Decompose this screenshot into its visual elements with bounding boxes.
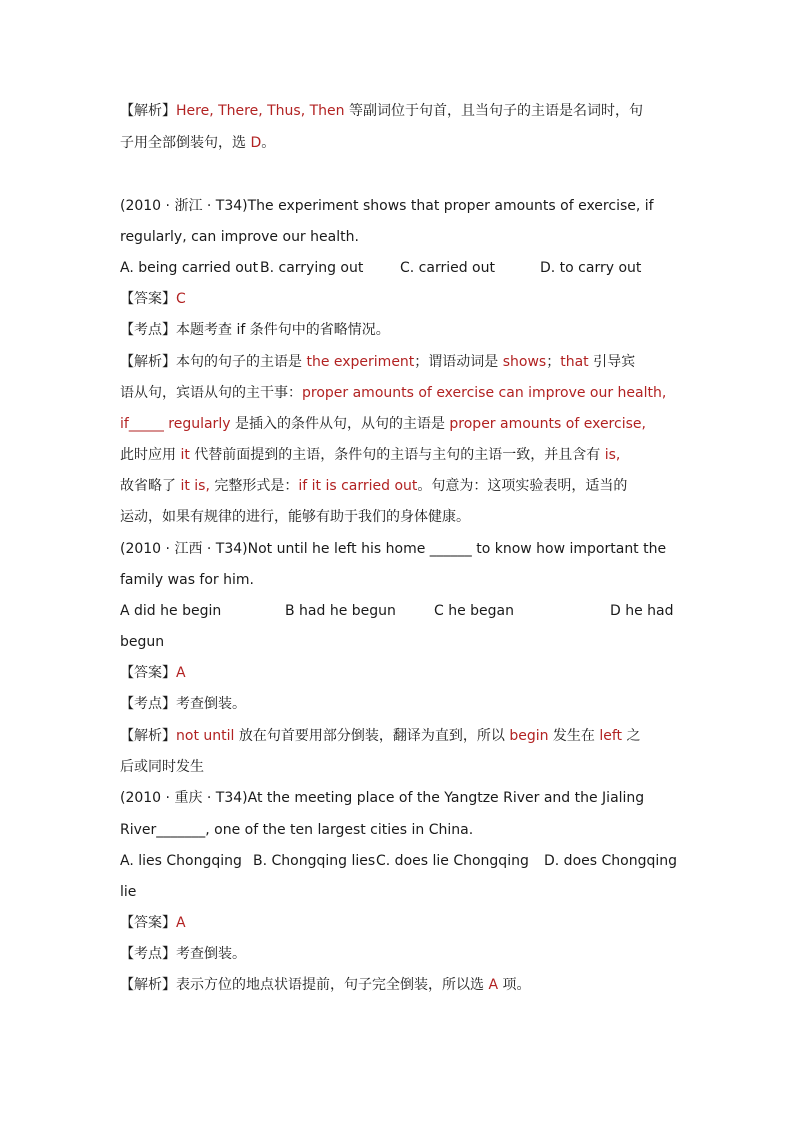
analysis-text: 等副词位于句首，且当句子的主语是名词时，句 (344, 103, 643, 119)
analysis-text: 代替前面提到的主语，条件句的主语与主句的主语一致，并且含有 (189, 447, 605, 463)
q2-option-d: D he had (610, 603, 674, 619)
q3-option-d: D. does Chongqing (544, 853, 677, 869)
intro-analysis-line-1 (120, 101, 643, 121)
analysis-text: 子用全部倒装句，选 (120, 135, 251, 151)
highlight-text: the experiment (306, 354, 415, 370)
q3-stem-line-1: (2010 · 重庆 · T34)At the meeting place of the Yangtze River and the Jialing (120, 790, 645, 806)
q3-option-wrap: lie (120, 884, 137, 900)
highlight-text: it (180, 447, 190, 463)
q3-answer (120, 913, 186, 933)
highlight-text: is, (604, 447, 621, 463)
analysis-text: 发生在 (548, 728, 600, 744)
analysis-text: 是插入的条件从句，从句的主语是 (230, 416, 450, 432)
point-label: 【考点】 (120, 946, 176, 962)
intro-analysis-line-2 (120, 133, 275, 153)
analysis-text: ；谓语动词是 (414, 354, 503, 370)
analysis-text: 故省略了 (120, 478, 181, 494)
q1-option-c: C. carried out (400, 260, 495, 276)
q2-answer (120, 663, 186, 683)
analysis-text: 完整形式是： (209, 478, 299, 494)
q2-analysis-line-1 (120, 726, 641, 746)
analysis-text: 项。 (498, 977, 531, 993)
q3-option-b: B. Chongqing lies (253, 853, 376, 869)
highlight-text: Here, There, Thus, Then (176, 103, 345, 119)
answer-label: 【答案】 (120, 915, 176, 931)
q1-analysis-line-1 (120, 352, 635, 372)
q1-options (120, 258, 680, 278)
q3-option-c: C. does lie Chongqing (376, 853, 529, 869)
q1-option-a: A. being carried out (120, 260, 259, 276)
point-text: 考查倒装。 (176, 946, 246, 962)
q2-option-a: A did he begin (120, 603, 222, 619)
highlight-text: it is, (180, 478, 210, 494)
q1-analysis-line-6: 运动，如果有规律的进行，能够有助于我们的身体健康。 (120, 509, 470, 525)
analysis-text: 。句意为：这项实验表明，适当的 (417, 478, 628, 494)
q2-option-b: B had he begun (285, 603, 396, 619)
q1-option-d: D. to carry out (540, 260, 642, 276)
q2-analysis-line-2: 后或同时发生 (120, 759, 204, 775)
q1-answer (120, 289, 186, 309)
analysis-label: 【解析】 (120, 103, 176, 119)
q1-analysis-line-5 (120, 476, 627, 496)
q1-analysis-line-2 (120, 383, 666, 403)
highlight-text: A (488, 977, 499, 993)
q3-option-a: A. lies Chongqing (120, 853, 242, 869)
q2-stem-line-2: family was for him. (120, 572, 254, 588)
analysis-text: 此时应用 (120, 447, 181, 463)
highlight-text: shows (502, 354, 547, 370)
q3-options (120, 851, 680, 871)
q2-option-wrap: begun (120, 634, 165, 650)
analysis-text: 本句的句子的主语是 (176, 354, 307, 370)
analysis-text: 引导宾 (588, 354, 636, 370)
analysis-text: 。 (261, 135, 276, 151)
q2-point (120, 694, 246, 714)
highlight-text: left (599, 728, 623, 744)
q1-analysis-line-4 (120, 445, 620, 465)
analysis-label: 【解析】 (120, 354, 176, 370)
answer-label: 【答案】 (120, 291, 176, 307)
analysis-text: 语从句，宾语从句的主干事： (120, 385, 302, 401)
analysis-label: 【解析】 (120, 977, 176, 993)
answer-value: C (176, 291, 186, 307)
highlight-text: proper amounts of exercise can improve our health, (302, 385, 667, 401)
highlight-text: if it is carried out (298, 478, 418, 494)
answer-label: 【答案】 (120, 665, 176, 681)
q2-option-c: C he began (434, 603, 515, 619)
analysis-text: 放在句首要用部分倒装，翻译为直到，所以 (234, 728, 510, 744)
q2-stem-line-1: (2010 · 江西 · T34)Not until he left his home ______ to know how important the (120, 541, 667, 557)
highlight-text: that (560, 354, 589, 370)
q1-analysis-line-3 (120, 414, 646, 434)
q3-analysis (120, 975, 530, 995)
highlight-text: proper amounts of exercise, (449, 416, 646, 432)
highlight-text: if_____ regularly (120, 416, 231, 432)
q3-point (120, 944, 246, 964)
analysis-text: ； (546, 354, 561, 370)
point-label: 【考点】 (120, 696, 176, 712)
q2-options (120, 601, 680, 621)
answer-value: A (176, 665, 186, 681)
q1-stem-line-1: (2010 · 浙江 · T34)The experiment shows that proper amounts of exercise, if (120, 198, 654, 214)
highlight-text: not until (176, 728, 235, 744)
highlight-text: D (250, 135, 262, 151)
analysis-text: 之 (622, 728, 641, 744)
q1-point (120, 320, 390, 340)
point-text: 本题考查 if 条件句中的省略情况。 (176, 322, 390, 338)
analysis-label: 【解析】 (120, 728, 176, 744)
answer-value: A (176, 915, 186, 931)
q1-option-b: B. carrying out (260, 260, 364, 276)
point-text: 考查倒装。 (176, 696, 246, 712)
q3-stem-line-2: River_______, one of the ten largest cities in China. (120, 822, 474, 838)
highlight-text: begin (509, 728, 549, 744)
analysis-text: 表示方位的地点状语提前，句子完全倒装，所以选 (176, 977, 489, 993)
point-label: 【考点】 (120, 322, 176, 338)
q1-stem-line-2: regularly, can improve our health. (120, 229, 359, 245)
